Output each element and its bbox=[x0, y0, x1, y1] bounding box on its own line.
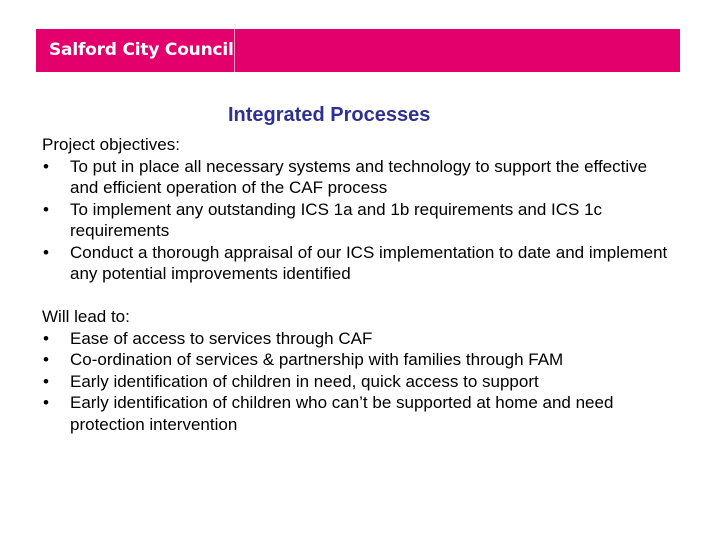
list-item-text: To implement any outstanding ICS 1a and 1b requirements and ICS 1c requirements bbox=[70, 199, 603, 240]
list-item-text: Early identification of children in need, quick access to support bbox=[70, 371, 539, 391]
banner-divider bbox=[234, 29, 235, 72]
council-logo: Salford City Council bbox=[49, 40, 234, 60]
bullet-icon: • bbox=[43, 156, 49, 176]
bullet-icon: • bbox=[43, 328, 49, 348]
list-item bbox=[42, 349, 672, 371]
bullet-icon: • bbox=[43, 242, 49, 262]
list-item-text: Ease of access to services through CAF bbox=[70, 328, 373, 348]
section-spacer bbox=[42, 285, 672, 307]
outcomes-list bbox=[42, 328, 672, 436]
list-item bbox=[42, 371, 672, 393]
objectives-section bbox=[42, 134, 672, 285]
bullet-icon: • bbox=[43, 371, 49, 391]
objectives-heading: Project objectives: bbox=[42, 135, 180, 154]
list-item bbox=[42, 199, 672, 242]
list-item bbox=[42, 242, 672, 285]
list-item bbox=[42, 392, 672, 435]
slide-body bbox=[42, 134, 672, 435]
header-banner bbox=[36, 29, 680, 72]
bullet-icon: • bbox=[43, 350, 49, 369]
bullet-icon: • bbox=[43, 199, 49, 219]
list-item-text: To put in place all necessary systems and technology to support the effective and efficient operation of the CAF process bbox=[70, 156, 648, 197]
bullet-icon: • bbox=[43, 393, 49, 412]
slide-title: Integrated Processes bbox=[228, 104, 431, 126]
outcomes-section bbox=[42, 306, 672, 435]
list-item-text: Early identification of children who can’t be supported at home and need protection intervention bbox=[70, 393, 614, 434]
list-item bbox=[42, 328, 672, 350]
list-item-text: Co-ordination of services & partnership with families through FAM bbox=[70, 350, 564, 369]
list-item-text: Conduct a thorough appraisal of our ICS implementation to date and implement any potential improvements identified bbox=[70, 242, 668, 283]
outcomes-heading: Will lead to: bbox=[42, 307, 130, 326]
objectives-list bbox=[42, 156, 672, 285]
list-item bbox=[42, 156, 672, 199]
